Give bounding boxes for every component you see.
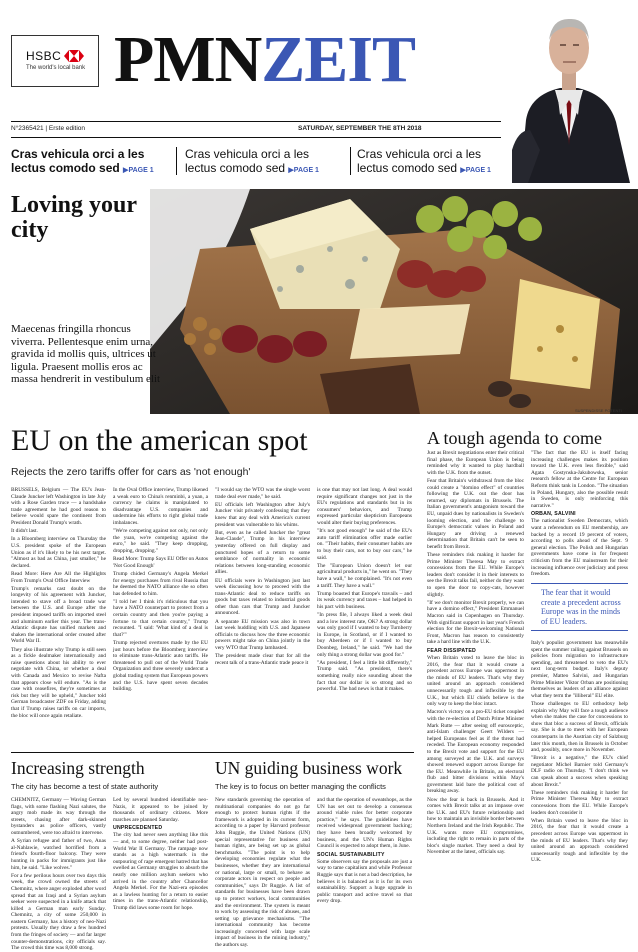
paragraph: EU officials left Washington after July's Juncker visit privately confessing that they knew that any deal with America's current president was vulnerable to his whims. — [215, 501, 310, 528]
paragraph: For a few perilous hours over two days this week, the crowd owned the streets of Chemnitz, where anger exploded after word spread that an Iraqi and a Syrian asylum seeker were suspected in a knife attack that killed a German man early Sunday. Chemnitz, a city of some 250,000 in eastern Germany, has a history of neo-Nazi protests. Usually they draw a few hundred from the fringes of society — and far larger counter-demonstrations, city officials say. The crowd this time was 8,000 strong. — [11, 872, 106, 952]
section-rule — [11, 752, 414, 753]
teaser-3[interactable] — [357, 147, 507, 178]
strength-deck: The city has become a test of state authority — [11, 782, 159, 791]
paragraph: In the Oval Office interview, Trump likened a weak euro to China's renminbi, a yuan, a currency he claims is manipulated to disadvantage U.S. companies and undermine his efforts to right global trade imbalances. — [113, 487, 208, 526]
teaser-page: PAGE 1 — [465, 167, 491, 174]
tough-headline: A tough agenda to come — [427, 428, 602, 448]
photo-credit: SUSPENDISSE POTENTI — [575, 408, 622, 413]
subheading: FEAR DISSIPATED — [427, 648, 476, 654]
teaser-page: PAGE 1 — [293, 167, 319, 174]
issue-number: N°2365421 | Erste edition — [11, 125, 86, 132]
masthead — [114, 20, 415, 100]
paragraph: BRUSSELS, Belgium — The EU's Jean-Claude Juncker left Washington in late July with a Rose Garden truce — a handshake trade agreement he had good reason to believe would spare the continent from President Donald Trump's wrath. — [11, 487, 106, 526]
paragraph: The president made clear that for all the recent talk of a trans-Atlantic trade peace it — [215, 653, 310, 666]
paragraph: Trump boasted that Europe's travails – and its weak currency and taxes – had helped in his pact with business. — [317, 590, 412, 610]
strength-column-2 — [113, 797, 208, 911]
paragraph: "The fact that the EU is itself facing increasing challenges makes its position toward the U.K. even less flexible," said Agata Gostynska-Jakubowska, senior research fellow at the Centre for European Reform think tank in London. "The situation in Poland, Hungary, also the possible result in Sweden, is only reinforcing this narrative." — [531, 450, 628, 509]
paragraph: "We're competing against not only, not only the yuan, we're competing against the euro," he said. "They keep dropping, dropping, dropping." — [113, 528, 208, 554]
masthead-rule — [11, 121, 501, 122]
un-deck: The key is to focus on better managing the conflicts — [215, 782, 386, 791]
paragraph: It didn't last. — [11, 528, 38, 535]
hsbc-logo — [26, 49, 84, 63]
strength-headline: Increasing strength — [11, 758, 145, 778]
paragraph: Macron's victory on a pro-EU ticket coupled with the re-election of Dutch Prime Minister Mark Rutte — after seeing off eurosceptic, anti-Islam challenger Geert Wilders — helped Europeans feel as if the threat had receded. The European economy responded to the Brexit vote and support for the EU among surveyed at the U.K. and surveys showed renewed support across Europe for the EU. Meanwhile in Britain, an electoral flub and bitter divisions within May's government laid bare the political cost of breaking away. — [427, 709, 524, 795]
pull-quote-text: The fear that it would create a precedent across Europe was in the minds of EU leaders. — [541, 588, 621, 626]
paragraph: Read More: Trump Says EU Offer on Autos 'Not Good Enough' — [113, 556, 208, 569]
subheading: UNPRECEDENTED — [113, 825, 163, 832]
paragraph: The "European Union doesn't let our agricultural products in," he went on. "They have a wall," he complained. "It's not even a tariff. They have a wall." — [317, 562, 412, 589]
lead-column-3 — [215, 487, 310, 745]
paragraph: Fear that Britain's withdrawal from the bloc could create a "domino effect" of countries following the U.K. out the door has returned, say diplomats in Brussels. The Italian government's antagonism toward the EU, unpaid dues by nationalists in Sweden's looming election, and the challenge to Europe's democratic values in Poland and Hungary are driving a renewed determination that Britain can't be seen to benefit from Brexit. — [427, 477, 524, 550]
subheading: SOCIAL SUSTAINABILITY — [317, 851, 385, 858]
teaser-line2: lectus comodo sed — [357, 161, 458, 175]
un-column-2 — [317, 797, 412, 905]
paragraph: The city had never seen anything like this — and, to some degree, neither had post-World War II Germany. The rampage now stands as a high watermark in the outpouring of rage emergent hatred that has swelled as Germany struggles to absorb the nearly one million asylum seekers who arrived in the country after Chancellor Angela Merkel. For the Nazi-era episodes as a lawless hunting for a return to easier times in the trans-Atlantic relationship, Trump did laws some room for hope. — [113, 832, 208, 911]
paragraph: They also illustrate why Trump is still seen as a fickle dealmaker internationally and raise questions about his ability to ever negotiate with China, or whether a deal with Canada and Mexico to revise Nafta that appears close will endure. "As is the case with ceasefires, they're sometimes at risk but they will be upheld," Juncker told German broadcaster ZDF on Friday, adding that if Trump raises tariffs on car imports, the bloc will once again retaliate. — [11, 646, 106, 719]
businessman-photo — [500, 0, 638, 183]
teaser-line2: lectus comodo sed — [185, 161, 286, 175]
un-headline: UN guiding business work — [215, 758, 403, 778]
paragraph: When Britain voted to leave the bloc in 2016, the fear that it would create a precedent across Europe was uppermost in the minds of EU leaders. That's why they united around an approach considered unnecessarily tough and inflexible by the U.K. — [531, 817, 628, 864]
paragraph: Just as Brexit negotiations enter their critical final phase, the European Union is being reminded why it wanted to play hardball with the U.K. from the outset. — [427, 450, 524, 476]
paragraph: When Britain voted to leave the bloc in 2016, the fear that it would create a precedent across Europe was uppermost in the minds of EU leaders. That's why they united around an approach considered unnecessarily tough and inflexible by the U.K., but which EU chiefs believe is the only way to keep the bloc intact. — [427, 655, 524, 708]
paragraph: These reminders risk making it harder for Prime Minister Theresa May to extract concessions from the EU. While Europe's leaders don't consider it in their interests to see the Brexit talks fail, neither do they want to open the door to copy-cats, however slightly. — [427, 552, 524, 598]
paragraph: "If we don't monitor Brexit properly, we can have a domino effect," President Emmanuel Macron said in Copenhagen on Thursday. With significant support in last year's French election for the Brexit-welcoming National Front, Macron has reason to consistently take a hard line with the U.K. — [427, 599, 524, 646]
sponsor-name: HSBC — [26, 49, 62, 63]
teaser-divider — [176, 147, 177, 175]
paragraph: is one that may not last long. A deal would require significant changes not just in the EU's regulations and standards but in its consumers' behaviors, and Trump expressed particular skepticism Europeans would alter their buying preferences. — [317, 487, 412, 526]
hsbc-hexagon-icon — [64, 50, 84, 62]
feature-text: Maecenas fringilla rhoncus viverra. Pellentesque enim urna, gravida id mollis quis, ultrices ut ligula. Praesent mollis eros ac massa hendrerit in vestibulum elit — [11, 323, 161, 385]
paragraph: EU officials were in Washington just last week discussing how to proceed with the trans-Atlantic deal to reduce tariffs on goods but taxes related to industrial goods other than cars that Trump and Juncker announced. — [215, 577, 310, 617]
teaser-page-link[interactable]: ▶PAGE 1 — [123, 167, 154, 174]
masthead-part2: ZEIT — [261, 23, 416, 96]
paragraph: Read More: Here Are All the Highlights From Trump's Oval Office Interview — [11, 570, 106, 584]
subheading: ORBAN, SALVINI — [531, 511, 576, 518]
lead-column-4 — [317, 487, 412, 745]
paragraph: "As president, I feel a little bit differently," Trump said. "As president, there's something really nice sounding about the fact that our dollar is so strong and so powerful. The bad news is that it makes. — [317, 659, 412, 693]
feature-title: Loving your city — [11, 192, 137, 243]
paragraph: Trump's remarks cast doubt on the longevity of his agreement with Juncker, intended to stave off a broad trade war between the U.S. and Europe after the president imposed tariffs on imported steel and aluminum earlier this year. The trans-Atlantic dispute has unified markets and shaken the international order created after World War II. — [11, 585, 106, 645]
lead-headline: EU on the american spot — [11, 424, 308, 457]
paragraph: "I would say the WTO was the single worst trade deal ever made," he said. — [215, 487, 310, 500]
paragraph: Trump rejected overtures made by the EU just hours before the Bloomberg interview to eliminate trans-Atlantic auto tariffs. He threatened to pull out of the World Trade Organization and three severely undercut a global trading system that European powers and the U.S. have spent seven decades building. — [113, 640, 208, 693]
teaser-2[interactable] — [185, 147, 345, 178]
paragraph: Led by several hundred identifiable neo-Nazis, it appeared to be joined by thousands of ordinary citizens. More marches are planned Saturday. — [113, 797, 208, 823]
paragraph: The nationalist Sweden Democrats, which want a referendum on EU membership, are backed by a record 19 percent of voters, according to polls ahead of the Sept. 9 general election. The Polish and Hungarian governments have come in for frequent criticism from the EU mainstream for their increasing influence over judiciary and press freedom. — [531, 518, 628, 578]
paragraph: A separate EU mission was also in town last week huddling with U.S. and Japanese officials to discuss how the three economic powers might take on China jointly in the very WTO that Trump lambasted. — [215, 618, 310, 652]
pull-quote — [531, 583, 628, 631]
date-rule — [11, 137, 501, 138]
paragraph: CHEMNITZ, Germany — Waving German flags, with some flashing Nazi salutes, the angry mob made its way through the streets, chasing after dark-skinned bystanders as police officers, vastly outnumbered, were too afraid to intervene. — [11, 797, 106, 836]
paragraph: Italy's populist government has meanwhile spent the summer railing against Brussels on policies from migration to infrastructure spending, and threatened to veto the EU's next long-term budget. Italy's deputy premier, Matteo Salvini, and Hungarian Prime Minister Viktor Orban are positioning themselves as leaders of an alliance against what they term the "illiberal" EU elite. — [531, 640, 628, 699]
paragraph: and that the operation of sweatshops, as the UN has set out to develop a consensus around viable rules for better corporate practice," he says. The guidelines have received widespread government backing; they have been broadly welcomed by business, and the UN's Human Rights Council is expected to adopt them, in June. — [317, 797, 412, 850]
paragraph: "In press file, I always liked a week deal and a low interest rate, OK? A strong dollar was only good if I wanted to buy Turnberry in Europe, in Scotland, or if I wanted to buy Aberdeen or if I wanted to buy Doonbeg, Ireland," he said. "We had the only thing a strong dollar was good for." — [317, 612, 412, 658]
strength-column-1 — [11, 797, 106, 952]
paragraph: Those challenges to EU orthodoxy help explain why May will face a tough audience when she makes the case for concessions to show that bloc a success of Brexit, officials say. She is due to meet with her European counterparts in the Austrian city of Salzburg later this month, then in Brussels in October and, possibly, once more in November. — [531, 700, 628, 754]
sponsor-tagline: The world's local bank — [26, 65, 86, 71]
un-column-1 — [215, 797, 310, 949]
teaser-line1: Cras vehicula orci a les — [11, 147, 145, 161]
teaser-line1: Cras vehicula orci a les — [185, 147, 310, 161]
issue-date: SATURDAY, SEPTEMBER THE 8TH 2018 — [298, 125, 422, 132]
paragraph: Trump chided Germany's Angela Merkel for energy purchases from rival Russia that he deemed the NATO alliance she so often has defended to him. — [113, 570, 208, 597]
teaser-divider — [350, 147, 351, 175]
paragraph: "Brexit is a negative," the EU's chief negotiator Michel Barnier told Germany's DLF radio on Thursday. "I don't think we can speak about a success when speaking about Brexit." — [531, 755, 628, 788]
teaser-page-link[interactable]: ▶PAGE 1 — [288, 167, 319, 174]
paragraph: A Syrian refugee and father of two, Anas al-Nahlawie, watched horrified from a friend's fourth-floor balcony. They were hunting in packs for immigrants just like him, he said. "Like wolves." — [11, 838, 106, 871]
paragraph: "I told her I think it's ridiculous that you have a NATO counterpart to protect from a certain country and then you're paying a fortune to that certain country," Trump recounted. "I said: 'What kind of a deal is that?'" — [113, 598, 208, 638]
teaser-page: PAGE 1 — [128, 167, 154, 174]
lead-column-1 — [11, 487, 106, 745]
teaser-line2: lectus comodo sed — [11, 161, 120, 175]
tough-column-2 — [531, 450, 628, 578]
lead-deck: Rejects the zero tariffs offer for cars as 'not enough' — [11, 466, 251, 478]
teaser-line1: Cras vehicula orci a les — [357, 147, 482, 161]
tough-column-3 — [531, 640, 628, 892]
paragraph: "It's not good enough" he said of the EU's auto tariff elimination offer made earlier on. "Their habits, their consumer habits are to buy their cars, not to buy our cars," he said. — [317, 528, 412, 561]
paragraph: Some observers say the proposals are just a way to tame capitalism and while Professor Ruggie says that is not a bad description, he believes it is balanced as it is for its own sustainability. Support a huge upgrade in public transport and active travel so that every drop. — [317, 858, 412, 905]
paragraph: But, even as he called Juncker the "great Jean-Claude", Trump in his interview yesterday offered on full display and punctured hopes of a return to some semblance of normality in economic relations between long-standing economic allies. — [215, 529, 310, 576]
paragraph: Now the fear is back in Brussels. And it comes with Brexit talks at an impasse over the U.K. and EU's future relationship and how to maintain an invisible border between Northern Ireland and the Irish Republic. The U.K. wants more EU compromises, including the right to remain in parts of the bloc's single market. They need a deal by November at the latest, officials say. — [427, 796, 524, 856]
sponsor-box[interactable] — [11, 35, 99, 87]
teaser-page-link[interactable]: ▶PAGE 1 — [460, 167, 491, 174]
paragraph: In a Bloomberg interview on Thursday the U.S. president spoke of the European Union as if it's likely to be his next target. "Almost as bad as China, just smaller," he declared. — [11, 536, 106, 569]
teaser-1[interactable] — [11, 147, 171, 178]
paragraph: New standards governing the operation of multinational companies do not go far enough to protect human rights if the framework is adopted in its current form, according to a paper by Harvard professor John Ruggie, the United Nations (UN) special representative for business and human rights, are being set up as global benchmarks. "The point is to help developing economies regulate what the businesses, whether they are international or national, large or small, to behave as corporate actors in respect on people and communities," says Dr Ruggie. A list of standards for businesses have been drawn up to protect workers, local communities and the environment. The system is meant to work by assessing the risk of abuses, and setting up grievance mechanisms. "The international community has become increasingly concerned with large scale impact of business in the mining industry," the authors say. — [215, 797, 310, 949]
tough-column-1 — [427, 450, 524, 890]
masthead-part1: PMN — [114, 23, 262, 96]
lead-column-2 — [113, 487, 208, 745]
paragraph: These reminders risk making it harder for Prime Minister Theresa May to extract concessions from the EU. While Europe's leaders don't consider it — [531, 789, 628, 816]
